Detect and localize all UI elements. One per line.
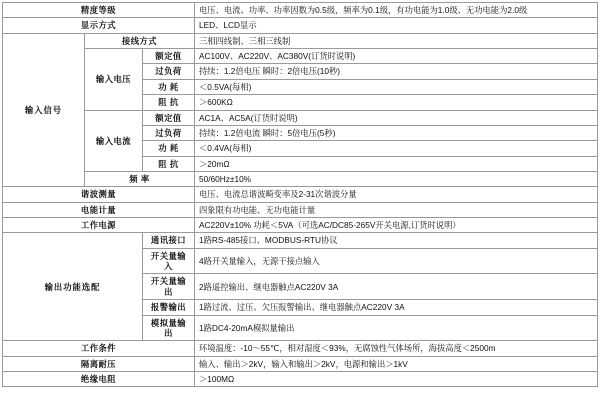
row-label-digital-input: 开关量输入 (143, 248, 195, 274)
row-value-insulation-resistance: ＞100MΩ (195, 371, 598, 386)
row-value-isolation-voltage: 输入、输出＞2kV，输入和输出＞2kV，电源和输出＞1kV (195, 356, 598, 371)
row-label-energy: 电能计量 (3, 202, 195, 217)
row-value-current-overload: 持续：1.2倍电流 瞬时：5倍电压(5秒) (195, 125, 598, 140)
section-label-output-function: 输出功能选配 (3, 233, 143, 341)
row-label-accuracy: 精度等级 (3, 3, 195, 18)
row-label-insulation-resistance: 绝缘电阻 (3, 371, 195, 386)
row-value-digital-output: 2路遥控输出、继电器触点AC220V 3A (195, 274, 598, 300)
row-label-alarm-output: 报警输出 (143, 300, 195, 315)
table-row (3, 341, 598, 356)
row-label-connection: 接线方式 (85, 33, 195, 48)
row-value-current-impedance: ＞20mΩ (195, 156, 598, 171)
group-label-input-current: 输入电流 (85, 110, 143, 171)
table-row (3, 171, 598, 186)
row-value-current-power: ＜0.4VA(每相) (195, 141, 598, 156)
specification-table (2, 2, 598, 387)
table-row (3, 3, 598, 18)
row-value-voltage-overload: 持续：1.2倍电压 瞬时：2倍电压(10秒) (195, 64, 598, 79)
row-label-voltage-impedance: 阻 抗 (143, 95, 195, 110)
table-row (3, 110, 598, 125)
table-row (3, 33, 598, 48)
table-row (3, 202, 598, 217)
row-value-accuracy: 电压、电流、功率、功率因数为0.5级，频率为0.1级，有功电能为1.0级、无功电能为2.0级 (195, 3, 598, 18)
row-value-connection: 三相四线制、三相三线制 (195, 33, 598, 48)
row-label-voltage-power: 功 耗 (143, 79, 195, 94)
row-label-display: 显示方式 (3, 18, 195, 33)
row-value-voltage-rated: AC100V、AC220V、AC380V(订货时说明) (195, 49, 598, 64)
row-label-working-conditions: 工作条件 (3, 341, 195, 356)
table-row (3, 356, 598, 371)
row-label-power-supply: 工作电源 (3, 218, 195, 233)
row-value-harmonic: 电压、电流总谐波畸变率及2-31次谐波分量 (195, 187, 598, 202)
row-value-current-rated: AC1A、AC5A(订货时说明) (195, 110, 598, 125)
row-label-analog-output: 模拟量输出 (143, 315, 195, 341)
row-value-analog-output: 1路DC4-20mA模拟量输出 (195, 315, 598, 341)
group-label-input-voltage: 输入电压 (85, 49, 143, 110)
row-value-power-supply: AC220V±10% 功耗＜5VA（可选AC/DC85-265V开关电源,订货时说明） (195, 218, 598, 233)
row-value-alarm-output: 1路过流、过压、欠压报警输出、继电器触点AC220V 3A (195, 300, 598, 315)
section-label-input-signal: 输入信号 (3, 33, 85, 187)
table-row (3, 218, 598, 233)
row-value-working-conditions: 环境温度：-10～55℃，相对湿度＜93%，无腐蚀性气体场所，海拔高度＜2500m (195, 341, 598, 356)
row-label-current-power: 功 耗 (143, 141, 195, 156)
table-row (3, 371, 598, 386)
table-row (3, 49, 598, 64)
row-label-current-rated: 额定值 (143, 110, 195, 125)
row-label-frequency: 频 率 (85, 171, 195, 186)
row-value-display: LED、LCD显示 (195, 18, 598, 33)
row-label-comm-interface: 通讯接口 (143, 233, 195, 248)
row-value-voltage-power: ＜0.5VA(每相) (195, 79, 598, 94)
row-label-harmonic: 谐波测量 (3, 187, 195, 202)
row-label-voltage-overload: 过负荷 (143, 64, 195, 79)
table-row (3, 18, 598, 33)
row-label-digital-output: 开关量输出 (143, 274, 195, 300)
row-label-isolation-voltage: 隔离耐压 (3, 356, 195, 371)
row-value-energy: 四象限有功电能、无功电能计量 (195, 202, 598, 217)
table-row (3, 187, 598, 202)
row-label-current-overload: 过负荷 (143, 125, 195, 140)
row-label-current-impedance: 阻 抗 (143, 156, 195, 171)
row-label-voltage-rated: 额定值 (143, 49, 195, 64)
table-row (3, 233, 598, 248)
row-value-digital-input: 4路开关量输入，无源干接点输入 (195, 248, 598, 274)
row-value-voltage-impedance: ＞600KΩ (195, 95, 598, 110)
row-value-comm-interface: 1路RS-485接口、MODBUS-RTU协议 (195, 233, 598, 248)
row-value-frequency: 50/60Hz±10% (195, 171, 598, 186)
